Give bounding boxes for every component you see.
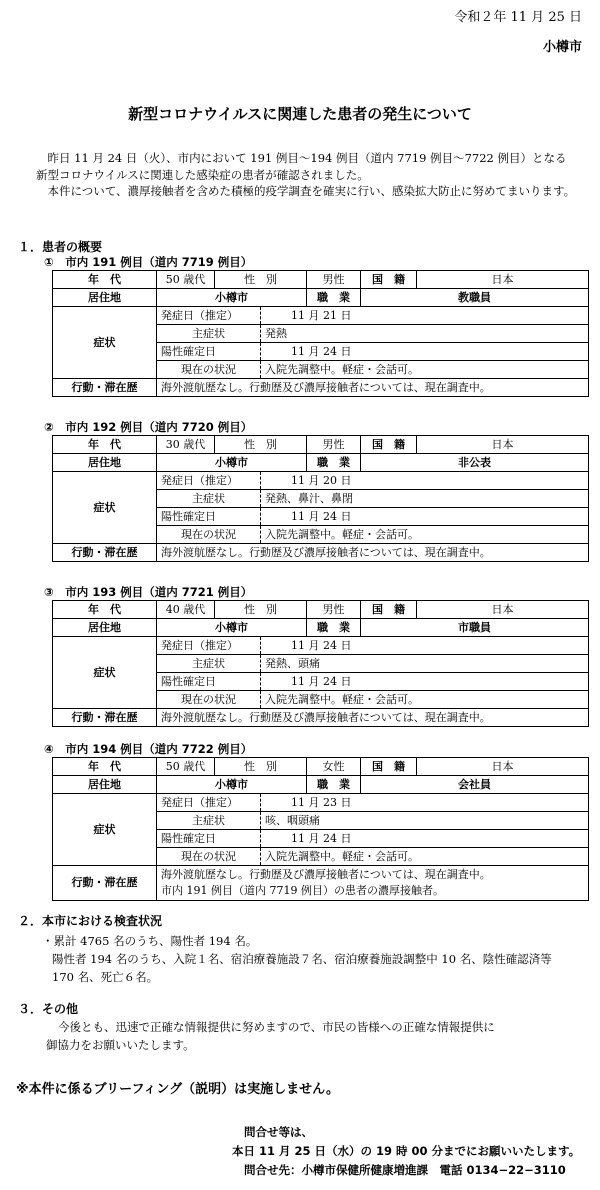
value-activity — [157, 866, 589, 901]
case-row-residence — [53, 454, 589, 472]
label-nationality: 国 籍 — [361, 601, 417, 619]
label-onset: 発症日（推定） — [157, 637, 261, 655]
label-symptoms: 症状 — [53, 472, 157, 544]
section-1-heading: １．患者の概要 — [18, 240, 103, 254]
label-age: 年 代 — [53, 601, 157, 619]
value-activity — [157, 709, 589, 727]
case-row-residence — [53, 776, 589, 794]
activity-line: 海外渡航歴なし。行動歴及び濃厚接触者については、現在調査中。 — [161, 710, 491, 724]
value-confirmed: 11 月 24 日 — [261, 830, 589, 848]
label-main-symptom: 主症状 — [157, 655, 261, 673]
briefing-note: ※本件に係るブリーフィング（説明）は実施しません。 — [16, 1082, 339, 1097]
value-nationality: 日本 — [417, 436, 589, 454]
intro-paragraph-1: 昨日 11 月 24 日（火）、市内において 191 例目〜194 例目（道内 7719 例目〜7722 例目）となる新型コロナウイルスに関連した感染症の患者が確認されました。 — [36, 151, 567, 182]
testing-line-3: 170 名、死亡６名。 — [52, 970, 159, 984]
label-confirmed: 陽性確定日 — [157, 673, 261, 691]
intro-paragraph-2: 本件について、濃厚接触者を含めた積極的疫学調査を確実に行い、感染拡大防止に努めてまいります。 — [47, 184, 576, 198]
label-activity: 行動・滞在歴 — [53, 544, 157, 562]
value-onset: 11 月 20 日 — [261, 472, 589, 490]
label-residence: 居住地 — [53, 619, 157, 637]
value-sex: 女性 — [307, 758, 361, 776]
case-row-basic — [53, 436, 589, 454]
label-sex: 性 別 — [215, 271, 307, 289]
case-table — [52, 757, 589, 901]
label-status: 現在の状況 — [157, 691, 261, 709]
case-caption: ② 市内 192 例目（道内 7720 例目） — [44, 420, 253, 434]
label-activity: 行動・滞在歴 — [53, 379, 157, 397]
value-nationality: 日本 — [417, 601, 589, 619]
label-confirmed: 陽性確定日 — [157, 343, 261, 361]
label-symptoms: 症状 — [53, 307, 157, 379]
value-status: 入院先調整中。軽症・会話可。 — [261, 361, 589, 379]
case-row-activity — [53, 709, 589, 727]
value-age: 40 歳代 — [157, 601, 215, 619]
value-age: 50 歳代 — [157, 758, 215, 776]
label-symptoms: 症状 — [53, 637, 157, 709]
label-sex: 性 別 — [215, 601, 307, 619]
value-confirmed: 11 月 24 日 — [261, 673, 589, 691]
contact-line-2: 本日 11 月 25 日（水）の 19 時 00 分までにお願いいたします。 — [232, 1144, 581, 1158]
label-sex: 性 別 — [215, 436, 307, 454]
value-nationality: 日本 — [417, 758, 589, 776]
case-table — [52, 270, 589, 397]
section-2-heading: ２．本市における検査状況 — [18, 914, 163, 928]
other-line-1: 今後とも、迅速で正確な情報提供に努めますので、市民の皆様への正確な情報提供に — [58, 1020, 495, 1034]
case-row-onset — [53, 794, 589, 812]
label-occupation: 職 業 — [307, 619, 361, 637]
label-age: 年 代 — [53, 271, 157, 289]
label-nationality: 国 籍 — [361, 271, 417, 289]
testing-line-2: 陽性者 194 名のうち、入院１名、宿泊療養施設７名、宿泊療養施設調整中 10 名、陰性確認済等 — [52, 952, 552, 966]
case-row-basic — [53, 601, 589, 619]
case-caption: ① 市内 191 例目（道内 7719 例目） — [44, 255, 253, 269]
activity-line: 海外渡航歴なし。行動歴及び濃厚接触者については、現在調査中。 — [161, 868, 491, 881]
label-symptoms: 症状 — [53, 794, 157, 866]
case-row-residence — [53, 289, 589, 307]
label-age: 年 代 — [53, 436, 157, 454]
case-row-residence — [53, 619, 589, 637]
label-residence: 居住地 — [53, 289, 157, 307]
value-main-symptom: 発熱 — [261, 325, 589, 343]
label-onset: 発症日（推定） — [157, 307, 261, 325]
activity-line: 海外渡航歴なし。行動歴及び濃厚接触者については、現在調査中。 — [161, 545, 491, 559]
value-main-symptom: 発熱、頭痛 — [261, 655, 589, 673]
testing-line-1: ・累計 4765 名のうち、陽性者 194 名。 — [42, 934, 258, 948]
case-table — [52, 435, 589, 562]
label-residence: 居住地 — [53, 454, 157, 472]
value-age: 30 歳代 — [157, 436, 215, 454]
case-caption: ③ 市内 193 例目（道内 7721 例目） — [44, 585, 253, 599]
case-row-onset — [53, 472, 589, 490]
issuing-organization: 小樽市 — [542, 40, 582, 55]
label-main-symptom: 主症状 — [157, 490, 261, 508]
contact-line-3: 問合せ先：小樽市保健所健康増進課 電話 0134−22−3110 — [244, 1163, 566, 1177]
value-onset: 11 月 21 日 — [261, 307, 589, 325]
intro-text — [36, 150, 576, 200]
value-status: 入院先調整中。軽症・会話可。 — [261, 526, 589, 544]
section-3-heading: ３．その他 — [18, 1002, 79, 1016]
case-row-onset — [53, 307, 589, 325]
document-title: 新型コロナウイルスに関連した患者の発生について — [128, 105, 472, 123]
label-onset: 発症日（推定） — [157, 472, 261, 490]
label-sex: 性 別 — [215, 758, 307, 776]
value-onset: 11 月 23 日 — [261, 794, 589, 812]
value-residence: 小樽市 — [157, 619, 307, 637]
label-activity: 行動・滞在歴 — [53, 709, 157, 727]
value-nationality: 日本 — [417, 271, 589, 289]
value-age: 50 歳代 — [157, 271, 215, 289]
label-status: 現在の状況 — [157, 848, 261, 866]
case-row-activity — [53, 866, 589, 901]
value-residence: 小樽市 — [157, 776, 307, 794]
activity-line: 市内 191 例目（道内 7719 例目）の患者の濃厚接触者。 — [161, 884, 444, 897]
value-occupation: 非公表 — [361, 454, 589, 472]
case-row-activity — [53, 379, 589, 397]
label-onset: 発症日（推定） — [157, 794, 261, 812]
case-row-onset — [53, 637, 589, 655]
value-onset: 11 月 24 日 — [261, 637, 589, 655]
case-row-basic — [53, 271, 589, 289]
case-row-activity — [53, 544, 589, 562]
value-occupation: 市職員 — [361, 619, 589, 637]
label-activity: 行動・滞在歴 — [53, 866, 157, 901]
label-age: 年 代 — [53, 758, 157, 776]
label-status: 現在の状況 — [157, 361, 261, 379]
document-date: 令和２年 11 月 25 日 — [454, 10, 582, 25]
case-row-basic — [53, 758, 589, 776]
other-line-2: 御協力をお願いいたします。 — [46, 1038, 195, 1052]
value-residence: 小樽市 — [157, 289, 307, 307]
activity-line: 海外渡航歴なし。行動歴及び濃厚接触者については、現在調査中。 — [161, 380, 491, 394]
value-confirmed: 11 月 24 日 — [261, 343, 589, 361]
value-main-symptom: 発熱、鼻汁、鼻閉 — [261, 490, 589, 508]
label-occupation: 職 業 — [307, 776, 361, 794]
label-confirmed: 陽性確定日 — [157, 508, 261, 526]
value-sex: 男性 — [307, 601, 361, 619]
testing-status — [42, 932, 592, 986]
case-table — [52, 600, 589, 727]
label-residence: 居住地 — [53, 776, 157, 794]
contact-line-1: 問合せ等は、 — [244, 1125, 313, 1139]
value-occupation: 会社員 — [361, 776, 589, 794]
value-activity — [157, 379, 589, 397]
label-nationality: 国 籍 — [361, 436, 417, 454]
case-caption: ④ 市内 194 例目（道内 7722 例目） — [44, 742, 253, 756]
value-confirmed: 11 月 24 日 — [261, 508, 589, 526]
other-text — [42, 1018, 592, 1054]
value-status: 入院先調整中。軽症・会話可。 — [261, 848, 589, 866]
value-residence: 小樽市 — [157, 454, 307, 472]
label-occupation: 職 業 — [307, 289, 361, 307]
label-status: 現在の状況 — [157, 526, 261, 544]
value-status: 入院先調整中。軽症・会話可。 — [261, 691, 589, 709]
label-confirmed: 陽性確定日 — [157, 830, 261, 848]
label-nationality: 国 籍 — [361, 758, 417, 776]
label-occupation: 職 業 — [307, 454, 361, 472]
label-main-symptom: 主症状 — [157, 325, 261, 343]
label-main-symptom: 主症状 — [157, 812, 261, 830]
value-main-symptom: 咳、咽頭痛 — [261, 812, 589, 830]
value-occupation: 教職員 — [361, 289, 589, 307]
value-sex: 男性 — [307, 271, 361, 289]
value-sex: 男性 — [307, 436, 361, 454]
value-activity — [157, 544, 589, 562]
